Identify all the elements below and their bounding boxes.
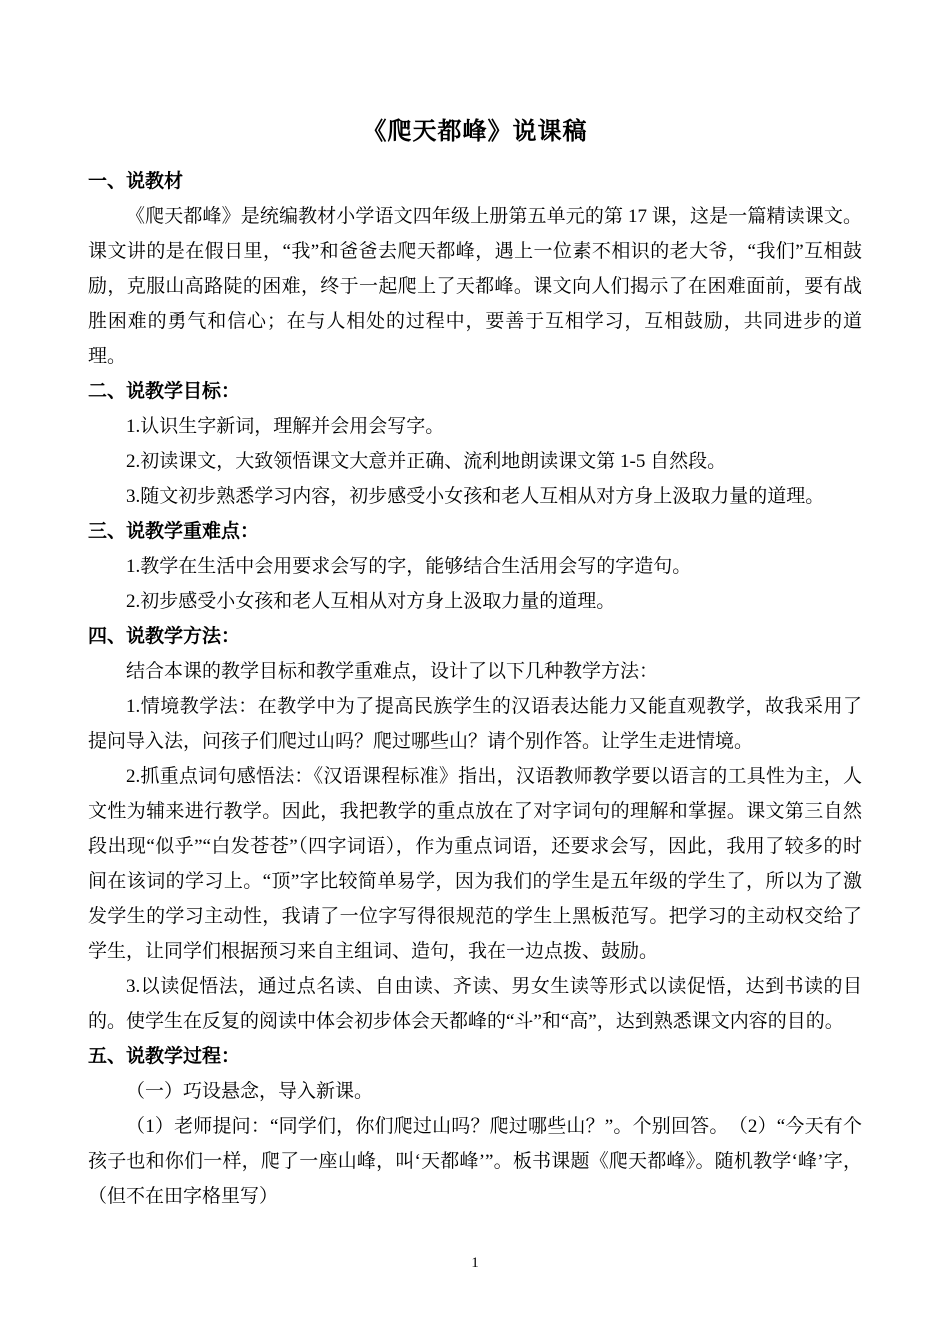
section-heading: 三、说教学重难点： [88, 521, 260, 542]
paragraph: 1.教学在生活中会用要求会写的字，能够结合生活用会写的字造句。 [126, 556, 692, 577]
paragraph: 1.情境教学法：在教学中为了提高民族学生的汉语表达能力又能直观教学，故我采用了提问导入法，问孩子们爬过山吗？爬过哪些山？请个别作答。让学生走进情境。 [88, 696, 862, 752]
section-zhongnandian [88, 514, 862, 619]
document-title: 《爬天都峰》说课稿 [362, 118, 588, 145]
section-heading: 一、说教材 [88, 171, 184, 192]
page-number: 1 [471, 1255, 479, 1271]
section-jiaoxue-fangfa [88, 619, 862, 1039]
section-heading: 二、说教学目标： [88, 381, 241, 402]
section-heading: 四、说教学方法： [88, 626, 241, 647]
paragraph: 结合本课的教学目标和教学重难点，设计了以下几种教学方法： [126, 661, 659, 682]
paragraph: 1.认识生字新词，理解并会用会写字。 [126, 416, 445, 437]
paragraph: 3.随文初步熟悉学习内容，初步感受小女孩和老人互相从对方身上汲取力量的道理。 [126, 486, 825, 507]
paragraph: 2.初步感受小女孩和老人互相从对方身上汲取力量的道理。 [126, 591, 616, 612]
paragraph: 3.以读促悟法，通过点名读、自由读、齐读、男女生读等形式以读促悟，达到书读的目的。使学生在反复的阅读中体会初步体会天都峰的“斗”和“高”，达到熟悉课文内容的目的。 [88, 976, 862, 1032]
section-heading: 五、说教学过程： [88, 1046, 241, 1067]
paragraph: 2.抓重点词句感悟法：《汉语课程标准》指出，汉语教师教学要以语言的工具性为主，人文性为辅来进行教学。因此，我把教学的重点放在了对字词句的理解和掌握。课文第三自然段出现“似乎”“白发苍苍”（四字词语），作为重点词语，还要求会写，因此，我用了较多的时间在该词的学习上。“顶”字比较简单易学，因为我们的学生是五年级的学生了，所以为了激发学生的学习主动性，我请了一位字写得很规范的学生上黑板范写。把学习的主动权交给了学生，让同学们根据预习来自主组词、造句，我在一边点拨、鼓励。 [88, 766, 862, 962]
paragraph: （一）巧设悬念，导入新课。 [126, 1081, 374, 1102]
paragraph: （1）老师提问：“同学们，你们爬过山吗？爬过哪些山？”。个别回答。 （2）“今天有个孩子也和你们一样，爬了一座山峰，叫‘天都峰’”。板书课题《爬天都峰》。随机教学‘峰’字，（但不在田字格里写） [88, 1116, 862, 1207]
paragraph: 2.初读课文，大致领悟课文大意并正确、流利地朗读课文第 1-5 自然段。 [126, 451, 727, 472]
section-jiaoxue-guocheng [88, 1039, 862, 1214]
section-jiaoxue-mubiao [88, 374, 862, 514]
paragraph: 《爬天都峰》是统编教材小学语文四年级上册第五单元的第 17 课，这是一篇精读课文。课文讲的是在假日里，“我”和爸爸去爬天都峰，遇上一位素不相识的老大爷，“我们”互相鼓励，克服山高路陡的困难，终于一起爬上了天都峰。课文向人们揭示了在困难面前，要有战胜困难的勇气和信心；在与人相处的过程中，要善于互相学习，互相鼓励，共同进步的道理。 [88, 206, 862, 367]
section-shuo-jiaocai [88, 164, 862, 374]
